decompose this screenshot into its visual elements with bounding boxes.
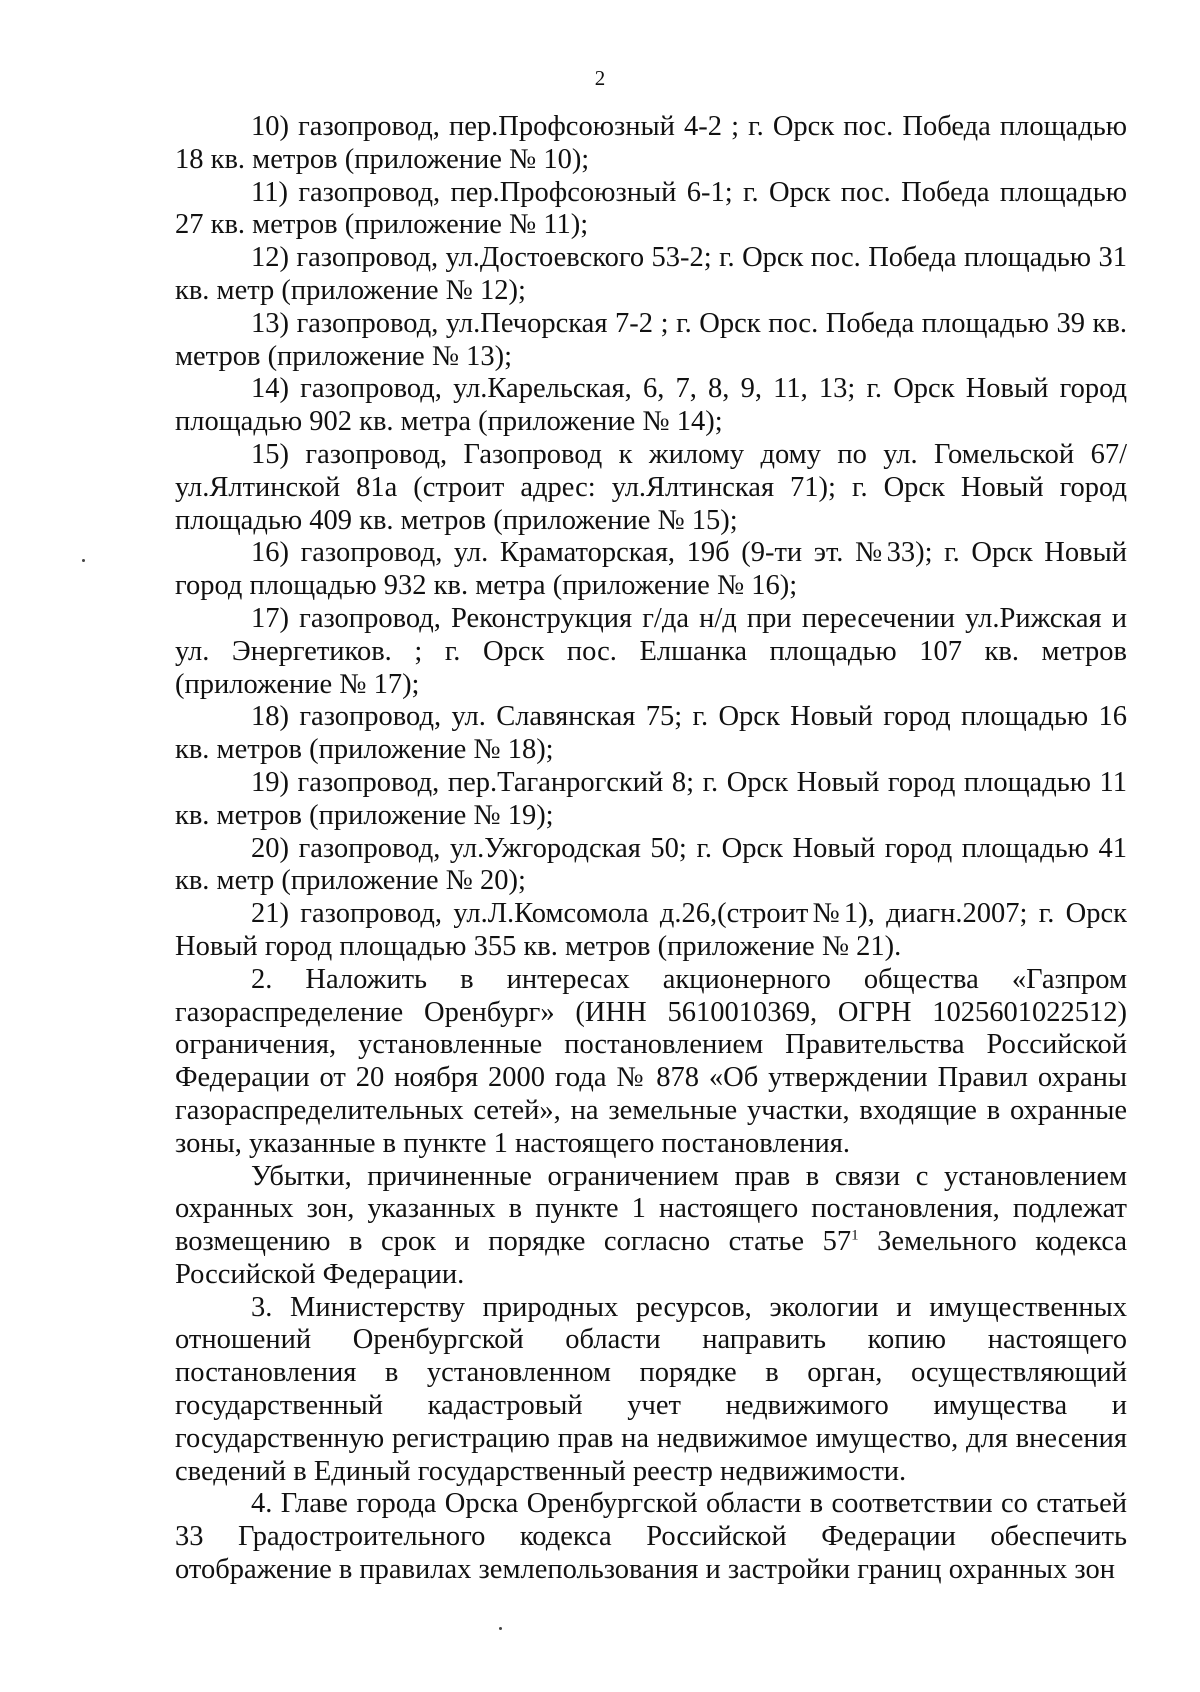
clause-2: 2. Наложить в интересах акционерного общества «Газпром газораспределение Оренбург» (ИНН 5610010369, ОГРН 1025601022512) ограничения, установленные постановлением Правительства Российской Федерации от 20 ноября 2000 года № 878 «Об утверждении Правил охраны газораспределительных сетей», на земельные участки, входящие в охранные зоны, указанные в пункте 1 настоящего постановления. [175,963,1127,1159]
list-item-11: 11) газопровод, пер.Профсоюзный 6-1; г. Орск пос. Победа площадью 27 кв. метров (приложение № 11); [175,176,1127,241]
list-item-12: 12) газопровод, ул.Достоевского 53-2; г. Орск пос. Победа площадью 31 кв. метр (приложение № 12); [175,242,1127,306]
list-item-14: 14) газопровод, ул.Карельская, 6, 7, 8, 9, 11, 13; г. Орск Новый город площадью 902 кв. метра (приложение № 14); [175,373,1127,438]
page-number: 2 [594,66,606,90]
list-item-15: 15) газопровод, Газопровод к жилому дому по ул. Гомельской 67/ул.Ялтинской 81а (строит адрес: ул.Ялтинская 71); г. Орск Новый город площадью 409 кв. метров (приложение № 15); [175,438,1127,536]
list-item-19: 19) газопровод, пер.Таганрогский 8; г. Орск Новый город площадью 11 кв. метров (приложение № 19); [175,766,1127,831]
clause-3: 3. Министерству природных ресурсов, экологии и имущественных отношений Оренбургской области направить копию настоящего постановления в установленном порядке в орган, осуществляющий государственный кадастровый учет недвижимого имущества и государственную регистрацию прав на недвижимое имущество, для внесения сведений в Единый государственный реестр недвижимости. [175,1291,1127,1487]
scan-speck [499,1627,502,1630]
list-item-10: 10) газопровод, пер.Профсоюзный 4-2 ; г. Орск пос. Победа площадью 18 кв. метров (приложение № 10); [175,111,1127,175]
list-item-18: 18) газопровод, ул. Славянская 75; г. Орск Новый город площадью 16 кв. метров (приложение № 18); [175,701,1127,766]
document-body [175,111,1127,1587]
losses-text: Убытки, причиненные ограничением прав в связи с установлением охранных зон, указанных в пункте 1 настоящего постановления, подлежат возмещению в срок и порядке согласно статье 57 [175,1160,1127,1258]
list-item-13: 13) газопровод, ул.Печорская 7-2 ; г. Орск пос. Победа площадью 39 кв. метров (приложение № 13); [175,307,1127,372]
losses-text-end: Земельного кодекса Российской Федерации. [175,1226,1127,1290]
clause-4: 4. Главе города Орска Оренбургской области в соответствии со статьей 33 Градостроительного кодекса Российской Федерации обеспечить отображение в правилах землепользования и застройки границ охранных зон [175,1488,1127,1586]
list-item-21: 21) газопровод, ул.Л.Комсомола д.26,(строит№1), диагн.2007; г. Орск Новый город площадью 355 кв. метров (приложение № 21). [175,898,1127,962]
list-item-16: 16) газопровод, ул. Краматорская, 19б (9-ти эт. №33); г. Орск Новый город площадью 932 кв. метра (приложение № 16); [175,537,1127,602]
footnote-mark: 1 [851,1227,859,1244]
list-item-20: 20) газопровод, ул.Ужгородская 50; г. Орск Новый город площадью 41 кв. метр (приложение № 20); [175,832,1127,897]
scan-speck [82,559,85,562]
list-item-17: 17) газопровод, Реконструкция г/да н/д при пересечении ул.Рижская и ул. Энергетиков. ; г. Орск пос. Елшанка площадью 107 кв. метров (приложение № 17); [175,602,1127,700]
losses-paragraph [175,1161,1127,1292]
